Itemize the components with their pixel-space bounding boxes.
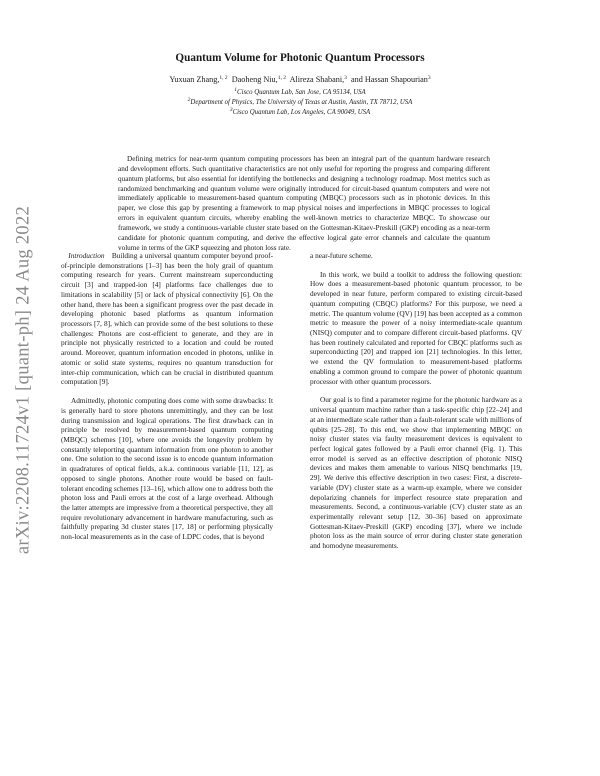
abstract	[118, 155, 490, 253]
author-affiliation-mark: 1, 2	[277, 75, 286, 81]
affiliation-mark: 1	[234, 87, 238, 93]
affiliation-text: Department of Physics, The University of Texas at Austin, Austin, TX 78712, USA	[190, 99, 413, 106]
left-column	[61, 251, 273, 542]
author-name: Daoheng Niu,	[231, 75, 278, 84]
arxiv-stamp-text: arXiv:2208.11724v1 [quant-ph] 24 Aug 2022	[13, 205, 34, 555]
right-column	[310, 251, 522, 551]
affiliation	[60, 89, 540, 96]
arxiv-stamp	[4, 160, 44, 600]
body-paragraph: In this work, we build a toolkit to address the following question: How does a measurement-based photonic quantum processor, to be developed in near future, perform compared to existing circuit-based quantum computing (CBQC) platforms? For this purpose, we need a metric. The quantum volume (QV) [19] has been accepted as a common metric to measure the power of a noisy intermediate-scale quantum (NISQ) computer and to compare different circuit-based platforms. QV has been routinely calculated and reported for CBQC platforms such as superconducting [20] and trapped ion [21] technologies. In this letter, we extend the QV formulation to measurement-based platforms enabling a common ground to compare the power of photonic quantum processor with other quantum processors.	[310, 269, 522, 386]
intro-paragraph	[61, 251, 273, 387]
affiliation-mark: 2	[187, 97, 191, 103]
body-paragraph: Admittedly, photonic computing does come with some drawbacks: It is generally hard to store photons unremittingly, and they can be lost during transmission and logical operations. The first drawback can in principle be resolved by measurement-based quantum computing (MBQC) schemes [10], where one avoids the longevity problem by constantly teleporting quantum information from one photon to another one. One solution to the second issue is to encode quantum information in quadratures of optical fields, a.k.a. continuous variable [11, 12], as opposed to single photons. Another route would be based on fault-tolerant encoding schemes [13–16], which allow one to address both the photon loss and Pauli errors at the cost of a large overhead. Although the latter attempts are impressive from a theoretical perspective, they all require revolutionary advancement in hardware manufacturing, such as faithfully preparing 3d cluster states [17, 18] or performing physically non-local measurements as in the case of LDPC codes, that is beyond	[61, 396, 273, 542]
paper-title: Quantum Volume for Photonic Quantum Processors	[175, 52, 425, 64]
affiliation	[60, 109, 540, 116]
body-paragraph: Our goal is to find a parameter regime for the photonic hardware as a universal quantum machine rather than a task-specific chip [22–24] and at an intermediate scale rather than a fault-tolerant scale with millions of qubits [25–28]. To this end, we show that implementing MBQC on noisy cluster states via faulty measurement devices is equivalent to perfect logical gates followed by a Pauli error channel (Fig. 1). This error model is served as an effective description of photonic NISQ devices and makes them amenable to various NISQ benchmarks [19, 29]. We derive this effective description in two cases: First, a discrete-variable (DV) cluster state as a warm-up example, where we consider depolarizing channels for imperfect resource state preparation and measurements. Second, a continuous-variable (CV) cluster state as an experimentally relevant setup [12, 30–36] based on approximate Gottesman-Kitaev-Preskill (GKP) encoding [37], where we include photon loss as the main source of error during cluster state generation and homodyne measurements.	[310, 395, 523, 551]
affiliation-text: Cisco Quantum Lab, Los Angeles, CA 90049, USA	[232, 109, 371, 116]
intro-paragraph-text: Building a universal quantum computer beyond proof-of-principle demonstrations [1–3] has been the holy grail of quantum computing research for years. Current mainstream superconducting circuit [3] and trapped-ion [4] platforms face challenges due to limitations in scalability [5] or lack of physical connectivity [6]. On the other hand, there has been a significant progress over the past decade in developing photonic based platforms as quantum information processors [7, 8], which can provide some of the best solutions to these challenges: Photons are cost-efficient to generate, and they are in principle not physically restricted to a location and could be routed around. Moreover, quantum information encoded in photons, unlike in atomic or solid state systems, requires no quantum transduction for inter-chip communication, which can be crucial in distributed quantum computation [9].	[61, 251, 273, 387]
affiliation-mark: 3	[229, 107, 233, 113]
intro-runin-heading: Introduction	[68, 251, 105, 260]
author-affiliation-mark: 1, 2	[219, 75, 228, 81]
author-affiliation-mark: 3	[344, 75, 347, 81]
affiliation	[60, 99, 540, 106]
author-name: Alireza Shabani,	[289, 75, 345, 84]
affiliation-text: Cisco Quantum Lab, San Jose, CA 95134, USA	[237, 89, 366, 96]
body-paragraph-continued: a near-future scheme.	[310, 251, 373, 260]
author-list	[60, 75, 540, 84]
author-name: and Hassan Shapourian	[351, 75, 428, 84]
abstract-text: Defining metrics for near-term quantum computing processors has been an integral part of the quantum hardware research and development efforts. Such quantitative characteristics are not only useful for reporting the progress and comparing different quantum platforms, but also essential for identifying the bottlenecks and designing a technology roadmap. Most metrics such as randomized benchmarking and quantum volume were originally introduced for circuit-based quantum computers and were not immediately applicable to measurement-based quantum computing (MBQC) processors such as in photonic devices. In this paper, we close this gap by presenting a framework to map physical noises and imperfections in MBQC processes to logical errors in equivalent quantum circuits, whereby enabling the well-known metrics to characterize MBQC. To showcase our framework, we study a continuous-variable cluster state based on the Gottesman-Kitaev-Preskill (GKP) encoding as a near-term candidate for photonic quantum computing, and derive the effective logical gate error channels and calculate the quantum volume in terms of the GKP squeezing and photon loss rate.	[118, 155, 490, 252]
author-affiliation-mark: 3	[427, 75, 431, 81]
author-name: Yuxuan Zhang,	[169, 75, 220, 84]
